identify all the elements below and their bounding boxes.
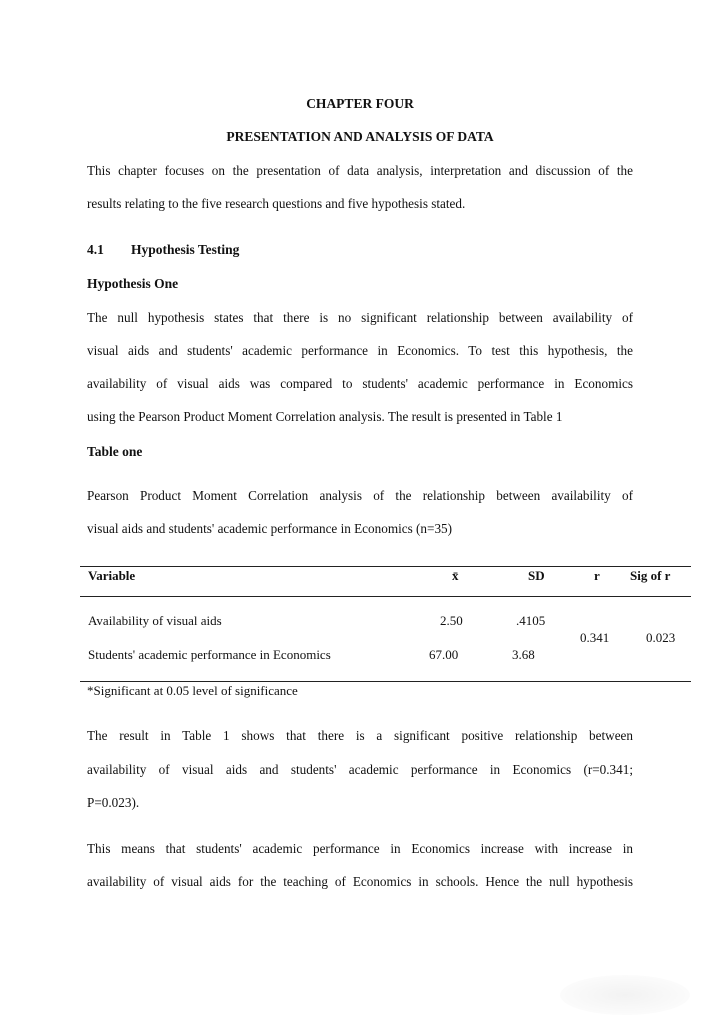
table-top-rule (80, 566, 691, 567)
sig-value: 0.023 (646, 630, 676, 645)
table-label: Table one (87, 444, 143, 459)
row-2-sd: 3.68 (512, 647, 535, 662)
table-header-rule (80, 596, 691, 597)
hypothesis-line-1: The null hypothesis states that there is no significant relationship between availability of (87, 310, 633, 325)
table-bottom-rule (80, 681, 691, 682)
row-1-mean: 2.50 (440, 613, 463, 628)
result-line-1: The result in Table 1 shows that there is a significant positive relationship between (87, 728, 633, 743)
table-caption-line-1: Pearson Product Moment Correlation analysis of the relationship between availability of (87, 488, 633, 503)
r-value: 0.341 (580, 630, 610, 645)
intro-line-1: This chapter focuses on the presentation of data analysis, interpretation and discussion of the (87, 163, 633, 178)
chapter-subtitle: PRESENTATION AND ANALYSIS OF DATA (226, 129, 494, 144)
hypothesis-line-2: visual aids and students' academic performance in Economics. To test this hypothesis, the (87, 343, 633, 358)
row-1-sd: .4105 (516, 613, 546, 628)
hypothesis-heading: Hypothesis One (87, 276, 179, 291)
header-sig: Sig of r (630, 568, 671, 583)
chapter-title: CHAPTER FOUR (306, 96, 414, 111)
result-line-3: P=0.023). (87, 795, 140, 810)
row-2-mean: 67.00 (429, 647, 459, 662)
header-mean: x̄ (452, 568, 459, 583)
meaning-line-2: availability of visual aids for the teaching of Economics in schools. Hence the null hypothesis (87, 874, 633, 889)
row-1-variable: Availability of visual aids (88, 613, 222, 628)
hypothesis-line-3: availability of visual aids was compared to students' academic performance in Economics (87, 376, 633, 391)
header-sd: SD (528, 568, 545, 583)
section-title: Hypothesis Testing (131, 242, 240, 257)
row-2-variable: Students' academic performance in Economics (88, 647, 331, 662)
result-line-2: availability of visual aids and students' academic performance in Economics (r=0.341; (87, 762, 633, 777)
table-caption-line-2: visual aids and students' academic performance in Economics (n=35) (87, 521, 453, 536)
hypothesis-line-4: using the Pearson Product Moment Correlation analysis. The result is presented in Table 1 (87, 409, 563, 424)
section-number: 4.1 (87, 242, 104, 257)
page-shadow (560, 975, 690, 1015)
intro-line-2: results relating to the five research questions and five hypothesis stated. (87, 196, 466, 211)
meaning-line-1: This means that students' academic performance in Economics increase with increase in (87, 841, 633, 856)
header-variable: Variable (88, 568, 136, 583)
header-r: r (594, 568, 600, 583)
table-footnote: *Significant at 0.05 level of significance (87, 683, 298, 698)
